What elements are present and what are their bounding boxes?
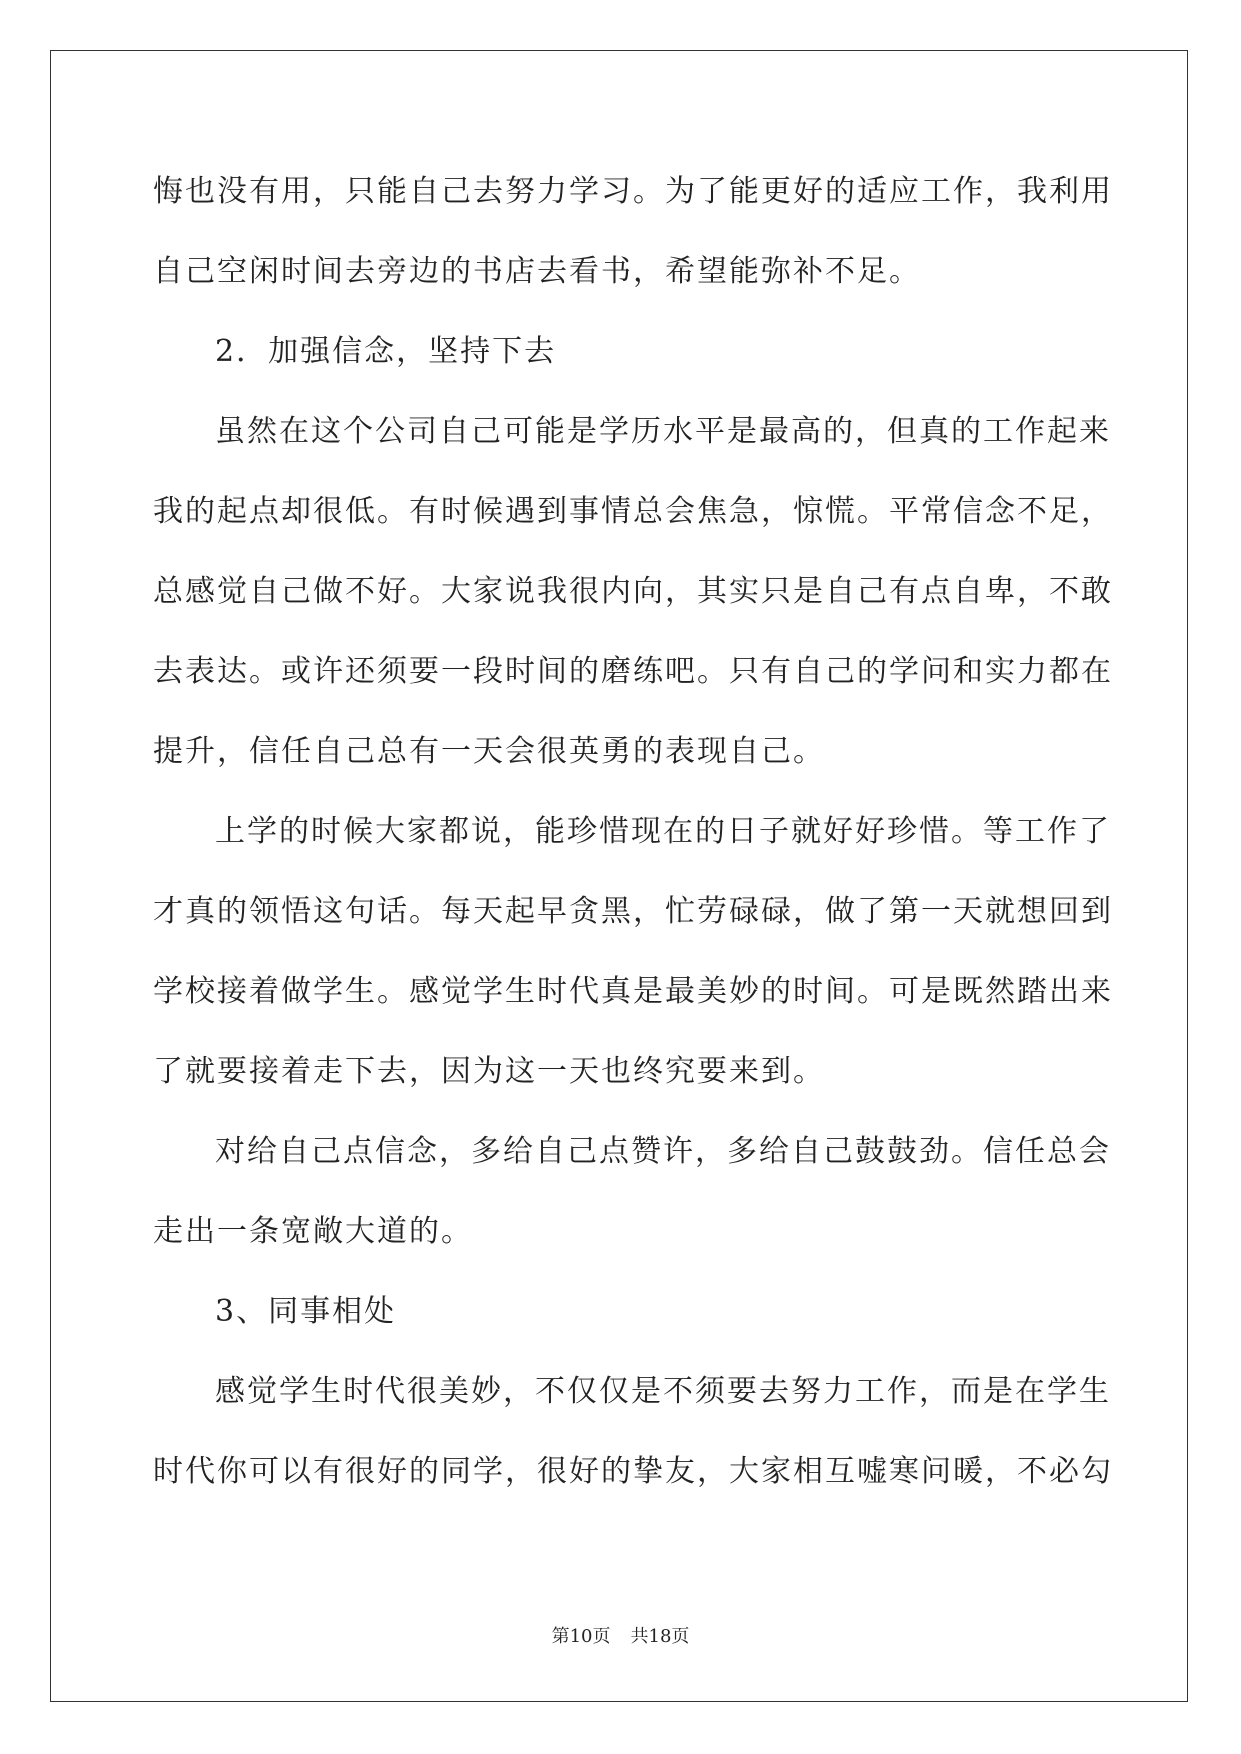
text-line: 才真的领悟这句话。每天起早贪黑，忙劳碌碌，做了第一天就想回到 [153, 894, 1113, 929]
text-line: 学校接着做学生。感觉学生时代真是最美妙的时间。可是既然踏出来 [153, 974, 1113, 1009]
text-line: 总感觉自己做不好。大家说我很内向，其实只是自己有点自卑，不敢 [153, 574, 1113, 609]
text-line: 了就要接着走下去，因为这一天也终究要来到。 [153, 1054, 825, 1089]
page-footer [0, 1625, 1241, 1649]
section-heading: 3、同事相处 [215, 1294, 397, 1329]
text-line: 悔也没有用，只能自己去努力学习。为了能更好的适应工作，我利用 [153, 174, 1113, 209]
total-pages-label: 共18页 [630, 1626, 690, 1647]
text-line: 我的起点却很低。有时候遇到事情总会焦急，惊慌。平常信念不足， [153, 494, 1113, 529]
paragraph-first-line: 感觉学生时代很美妙，不仅仅是不须要去努力工作，而是在学生 [215, 1374, 1111, 1409]
paragraph-first-line: 上学的时候大家都说，能珍惜现在的日子就好好珍惜。等工作了 [215, 814, 1111, 849]
current-page-label: 第10页 [551, 1626, 611, 1647]
text-line: 去表达。或许还须要一段时间的磨练吧。只有自己的学问和实力都在 [153, 654, 1113, 689]
text-line: 走出一条宽敞大道的。 [153, 1214, 473, 1249]
text-line: 时代你可以有很好的同学，很好的挚友，大家相互嘘寒问暖，不必勾 [153, 1454, 1113, 1489]
section-heading: 2．加强信念，坚持下去 [215, 334, 557, 369]
text-line: 自己空闲时间去旁边的书店去看书，希望能弥补不足。 [153, 254, 921, 289]
paragraph-first-line: 虽然在这个公司自己可能是学历水平是最高的，但真的工作起来 [215, 414, 1111, 449]
paragraph-first-line: 对给自己点信念，多给自己点赞许，多给自己鼓鼓劲。信任总会 [215, 1134, 1111, 1169]
text-line: 提升，信任自己总有一天会很英勇的表现自己。 [153, 734, 825, 769]
